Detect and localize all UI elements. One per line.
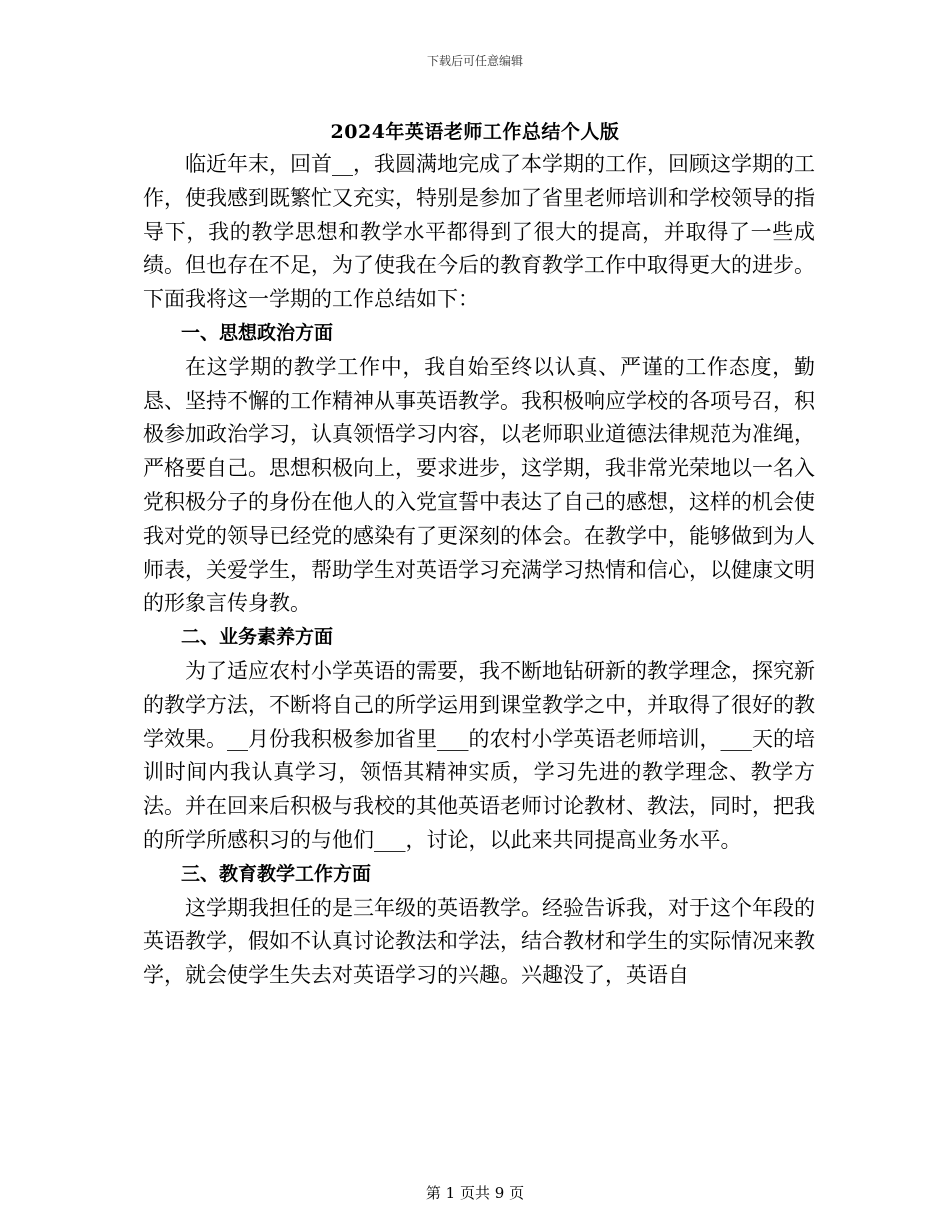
section-heading-teaching: 三、教育教学工作方面 [181, 862, 372, 885]
section-heading-professional: 二、业务素养方面 [181, 626, 334, 649]
document-title: 2024年英语老师工作总结个人版 [330, 121, 620, 143]
page-header: 下载后可任意编辑 [426, 54, 523, 68]
page-footer: 第 1 页共 9 页 [425, 1184, 525, 1202]
section-paragraph-teaching: 这学期我担任的是三年级的英语教学。经验告诉我，对于这个年段的英语教学，假如不认真讨论教法和学法，结合教材和学生的实际情况来教学，就会使学生失去对英语学习的兴趣。兴趣没了，英语自 [143, 895, 815, 988]
intro-paragraph: 临近年末，回首__，我圆满地完成了本学期的工作，回顾这学期的工作，使我感到既繁忙又充实，特别是参加了省里老师培训和学校领导的指导下，我的教学思想和教学水平都得到了很大的提高，并取得了一些成绩。但也存在不足，为了使我在今后的教育教学工作中取得更大的进步。下面我将这一学期的工作总结如下： [143, 152, 815, 312]
section-heading-politics: 一、思想政治方面 [181, 321, 334, 344]
section-paragraph-politics: 在这学期的教学工作中，我自始至终以认真、严谨的工作态度，勤恳、坚持不懈的工作精神从事英语教学。我积极响应学校的各项号召，积极参加政治学习，认真领悟学习内容，以老师职业道德法律规范为准绳，严格要自己。思想积极向上，要求进步，这学期，我非常光荣地以一名入党积极分子的身份在他人的入党宣誓中表达了自己的感想，这样的机会使我对党的领导已经党的感染有了更深刻的体会。在教学中，能够做到为人师表，关爱学生，帮助学生对英语学习充满学习热情和信心，以健康文明的形象言传身教。 [143, 354, 815, 616]
document-body [143, 148, 815, 993]
section-paragraph-professional: 为了适应农村小学英语的需要，我不断地钻研新的教学理念，探究新的教学方法，不断将自己的所学运用到课堂教学之中，并取得了很好的教学效果。__月份我积极参加省里___的农村小学英语老师培训，___天的培训时间内我认真学习，领悟其精神实质，学习先进的教学理念、教学方法。并在回来后积极与我校的其他英语老师讨论教材、教法，同时，把我的所学所感积习的与他们___，讨论，以此来共同提高业务水平。 [143, 658, 815, 852]
